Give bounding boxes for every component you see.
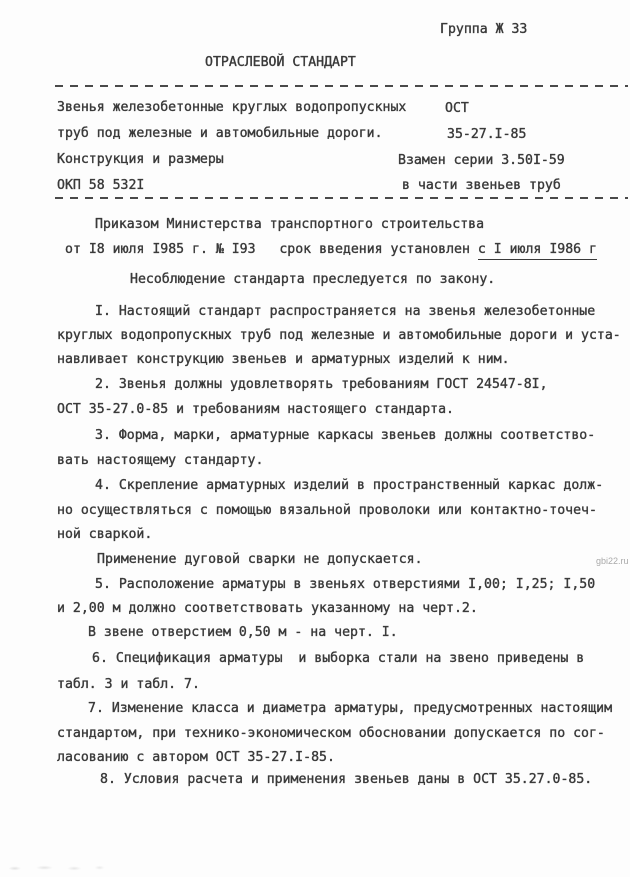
doc-line: I. Настоящий стандарт распространяется на звенья железобетонные (95, 304, 596, 319)
effective-date-underlined: с I июля I986 г (478, 242, 597, 260)
decree-date-line (65, 242, 597, 257)
doc-line: 7. Изменение класса и диаметра арматуры, предусмотренных настоящим (88, 701, 613, 716)
doc-line: стандартом, при технико-экономическом обосновании допускается по сог- (57, 726, 605, 741)
doc-line: 8. Условия расчета и применения звеньев даны в ОСТ 35.27.0-85. (100, 772, 593, 787)
doc-line: ной сваркой. (57, 527, 153, 542)
doc-line: 3. Форма, марки, арматурные каркасы звеньев должны соответство- (95, 428, 596, 443)
doc-line: но осуществляться с помощью вязальной проволоки или контактно-точеч- (57, 503, 597, 518)
doc-type-heading: ОТРАСЛЕВОЙ СТАНДАРТ (205, 55, 356, 70)
standard-name-line: Конструкция и размеры (57, 152, 224, 167)
decree-line: Приказом Министерства транспортного строительства (95, 217, 485, 232)
replaces-note: Взамен серии 3.50I-59 (398, 153, 565, 168)
doc-line: ласованию с автором ОСТ 35-27.I-85. (57, 750, 335, 765)
doc-line: 5. Расположение арматуры в звеньях отверстиями I,00; I,25; I,50 (95, 577, 596, 592)
doc-line: и 2,00 м должно соответствовать указанному на черт.2. (57, 601, 478, 616)
okp-code: ОКП 58 532I (57, 178, 145, 193)
decree-date-prefix: от I8 июля I985 г. № I93 срок введения установлен (65, 242, 478, 257)
standard-number: 35-27.I-85 (447, 127, 527, 142)
doc-line: круглых водопропускных труб под железные и автомобильные дороги и уста- (57, 328, 621, 343)
doc-line: вать настоящему стандарту. (57, 453, 264, 468)
site-watermark: gbi22.ru (596, 556, 629, 566)
replaces-note-continued: в части звеньев труб (402, 178, 561, 193)
dashed-rule-bottom (55, 197, 628, 199)
dashed-rule-top (55, 85, 628, 87)
group-classifier: Группа Ж 33 (440, 22, 528, 37)
doc-line: 6. Спецификация арматуры и выборка стали на звено приведены в (92, 651, 585, 666)
doc-line: В звене отверстием 0,50 м - на черт. I. (88, 625, 398, 640)
standard-designation: ОСТ (445, 101, 469, 116)
doc-line: 2. Звенья должны удовлетворять требованиям ГОСТ 24547-8I, (95, 377, 548, 392)
law-warning-line: Несоблюдение стандарта преследуется по закону. (130, 272, 496, 287)
standard-name-line: Звенья железобетонные круглых водопропускных (57, 100, 407, 115)
doc-line: табл. 3 и табл. 7. (57, 677, 200, 692)
doc-line: навливает конструкцию звеньев и арматурных изделий к ним. (57, 352, 510, 367)
doc-line: 4. Скрепление арматурных изделий в пространственный каркас долж- (95, 478, 604, 493)
doc-line: Применение дуговой сварки не допускается. (97, 552, 423, 567)
standard-name-line: труб под железные и автомобильные дороги. (57, 126, 383, 141)
scan-smudge-artifact (6, 860, 116, 874)
doc-line: ОСТ 35-27.0-85 и требованиям настоящего стандарта. (57, 402, 454, 417)
